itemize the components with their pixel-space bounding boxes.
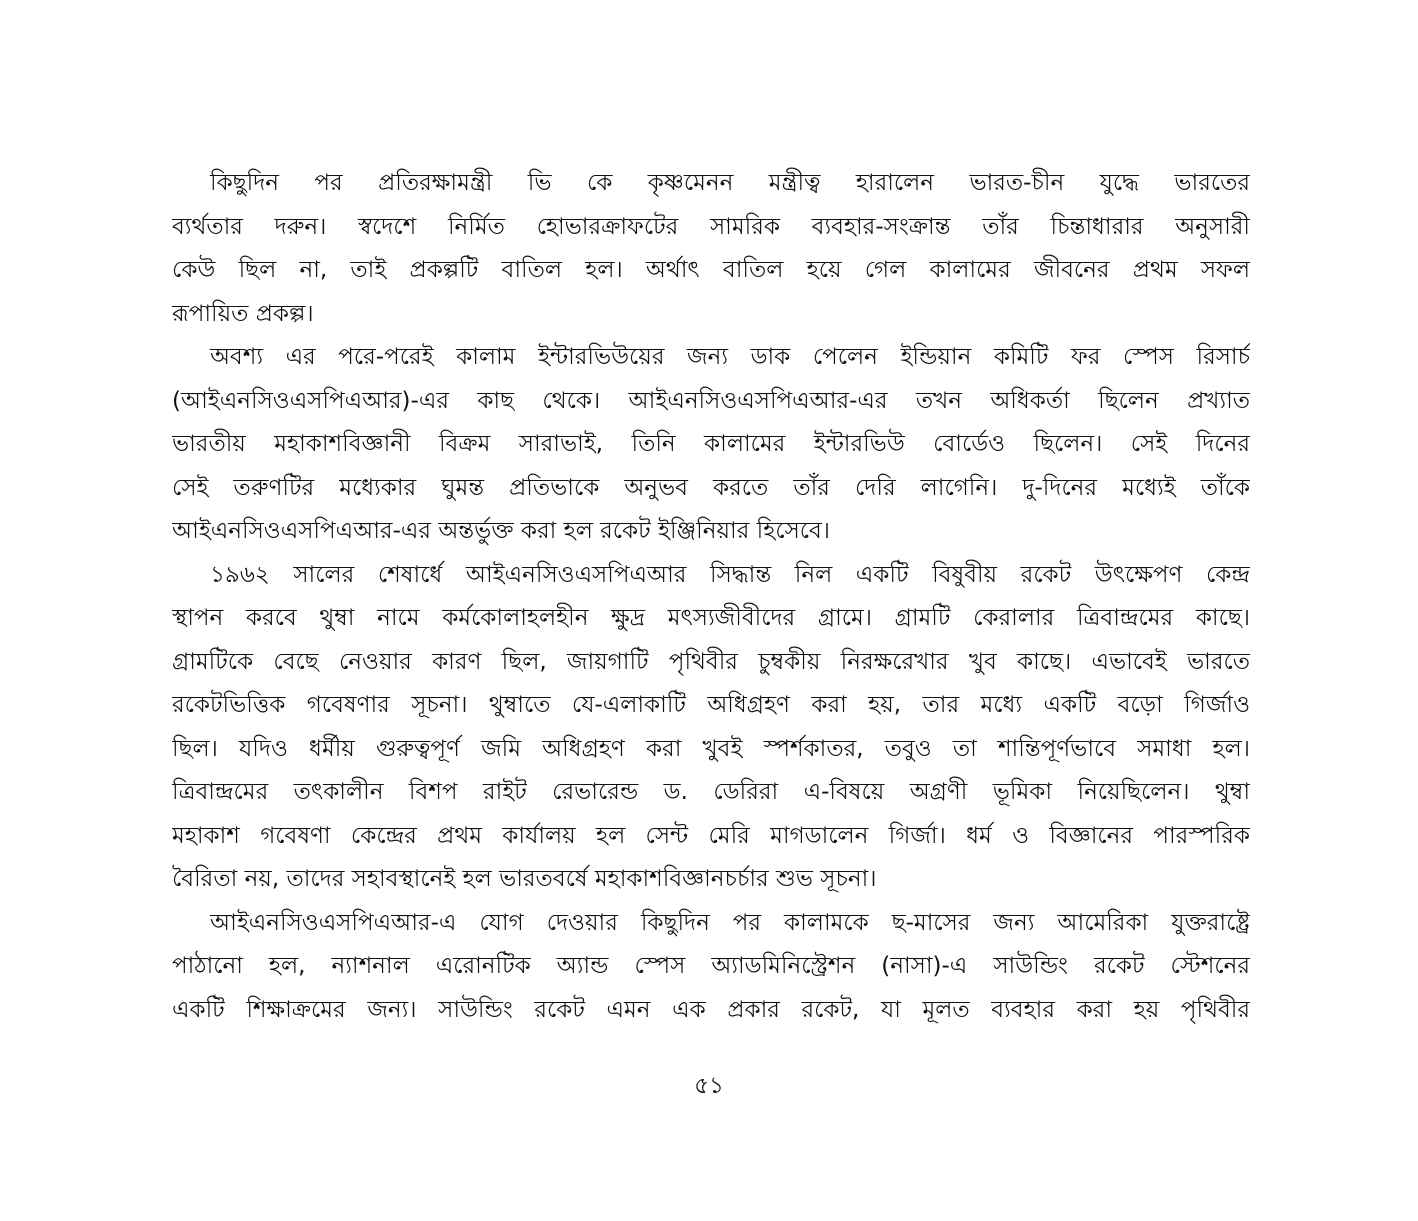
text-line: সেই তরুণটির মধ্যেকার ঘুমন্ত প্রতিভাকে অনুভব করতে তাঁর দেরি লাগেনি। দু-দিনের মধ্যেই তাঁকে: [172, 474, 1250, 501]
text-line: আইএনসিওএসপিএআর-এ যোগ দেওয়ার কিছুদিন পর কালামকে ছ-মাসের জন্য আমেরিকা যুক্তরাষ্ট্রে: [210, 909, 1250, 936]
text-line: (আইএনসিওএসপিএআর)-এর কাছ থেকে। আইএনসিওএসপিএআর-এর তখন অধিকর্তা ছিলেন প্রখ্যাত: [172, 387, 1250, 414]
text-line: অবশ্য এর পরে-পরেই কালাম ইন্টারভিউয়ের জন্য ডাক পেলেন ইন্ডিয়ান কমিটি ফর স্পেস রিসার্চ: [210, 344, 1250, 370]
text-line: ব্যর্থতার দরুন। স্বদেশে নির্মিত হোভারক্রাফটের সামরিক ব্যবহার-সংক্রান্ত তাঁর চিন্তাধারার অনুসারী: [172, 213, 1250, 240]
paragraph-1: [172, 162, 1250, 336]
text-line: ত্রিবান্দ্রমের তৎকালীন বিশপ রাইট রেভারেন্ড ড. ডেরিরা এ-বিষয়ে অগ্রণী ভূমিকা নিয়েছিলেন। থুম্বা: [172, 779, 1250, 805]
paragraph-3: [172, 554, 1250, 902]
text-line: কিছুদিন পর প্রতিরক্ষামন্ত্রী ভি কে কৃষ্ণমেনন মন্ত্রীত্ব হারালেন ভারত-চীন যুদ্ধে ভারতের: [210, 170, 1250, 196]
text-line: আইএনসিওএসপিএআর-এর অন্তর্ভুক্ত করা হল রকেট ইঞ্জিনিয়ার হিসেবে।: [172, 518, 831, 544]
text-line: গ্রামটিকে বেছে নেওয়ার কারণ ছিল, জায়গাটি পৃথিবীর চুম্বকীয় নিরক্ষরেখার খুব কাছে। এভাবেই ভারতে: [172, 648, 1250, 675]
paragraph-2: [172, 336, 1250, 554]
text-line: ১৯৬২ সালের শেষার্ধে আইএনসিওএসপিএআর সিদ্ধান্ত নিল একটি বিষুবীয় রকেট উৎক্ষেপণ কেন্দ্র: [210, 561, 1250, 588]
text-line: একটি শিক্ষাক্রমের জন্য। সাউন্ডিং রকেট এমন এক প্রকার রকেট, যা মূলত ব্যবহার করা হয় পৃথিবীর: [172, 996, 1250, 1023]
text-line: ভারতীয় মহাকাশবিজ্ঞানী বিক্রম সারাভাই, তিনি কালামের ইন্টারভিউ বোর্ডেও ছিলেন। সেই দিনের: [172, 431, 1250, 457]
text-line: ছিল। যদিও ধর্মীয় গুরুত্বপূর্ণ জমি অধিগ্রহণ করা খুবই স্পর্শকাতর, তবুও তা শান্তিপূর্ণভাবে সমাধা হল।: [172, 735, 1250, 762]
paragraph-4: [172, 902, 1250, 1033]
text-line: স্থাপন করবে থুম্বা নামে কর্মকোলাহলহীন ক্ষুদ্র মৎস্যজীবীদের গ্রামে। গ্রামটি কেরালার ত্রিবান্দ্রমের কাছে।: [172, 605, 1250, 631]
text-line: রকেটভিত্তিক গবেষণার সূচনা। থুম্বাতে যে-এলাকাটি অধিগ্রহণ করা হয়, তার মধ্যে একটি বড়ো গির্জাও: [172, 692, 1250, 718]
text-line: পাঠানো হল, ন্যাশনাল এরোনটিক অ্যান্ড স্পেস অ্যাডমিনিস্ট্রেশন (নাসা)-এ সাউন্ডিং রকেট স্টেশনের: [172, 953, 1250, 979]
text-line: বৈরিতা নয়, তাদের সহাবস্থানেই হল ভারতবর্ষে মহাকাশবিজ্ঞানচর্চার শুভ সূচনা।: [172, 866, 877, 892]
text-line: মহাকাশ গবেষণা কেন্দ্রের প্রথম কার্যালয় হল সেন্ট মেরি মাগডালেন গির্জা। ধর্ম ও বিজ্ঞানের পারস্পরিক: [172, 822, 1250, 849]
text-line: কেউ ছিল না, তাই প্রকল্পটি বাতিল হল। অর্থাৎ বাতিল হয়ে গেল কালামের জীবনের প্রথম সফল: [172, 257, 1250, 283]
page-number: ৫১: [694, 1073, 724, 1099]
text-line: রূপায়িত প্রকল্প।: [172, 300, 314, 327]
body-text: [172, 162, 1250, 1032]
